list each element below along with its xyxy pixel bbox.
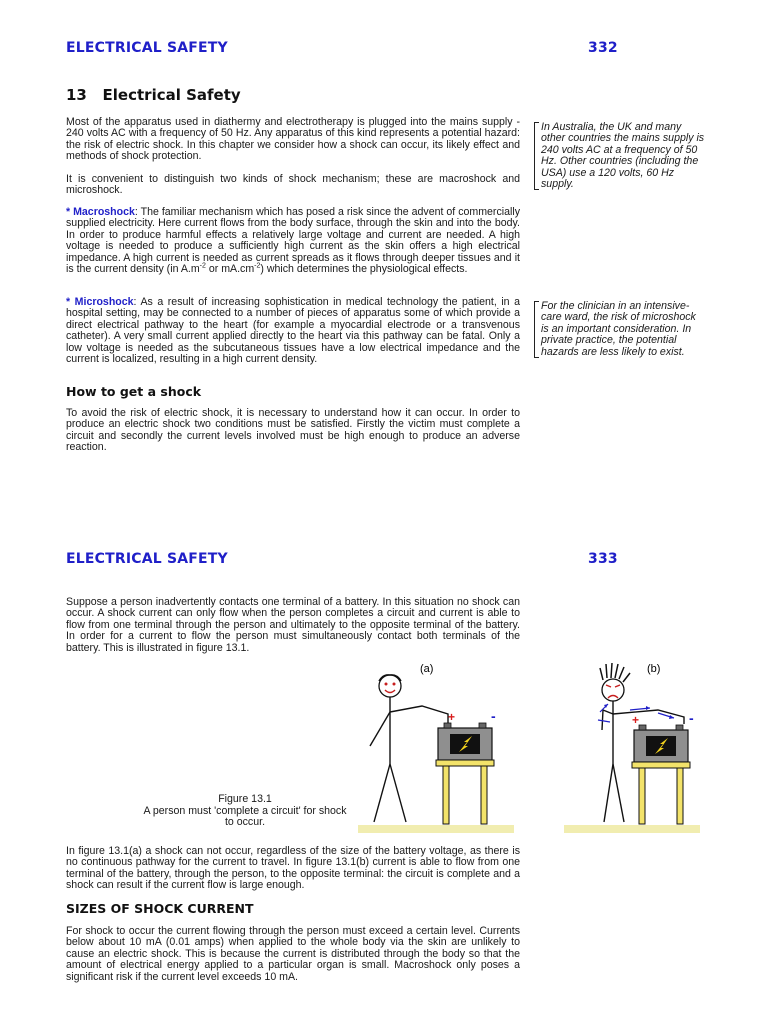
macroshock-paragraph <box>66 207 520 275</box>
table-top <box>436 760 494 766</box>
table-leg <box>639 768 645 824</box>
leg <box>374 764 390 822</box>
table-top <box>632 762 690 768</box>
table-leg <box>481 766 487 824</box>
running-header-title: ELECTRICAL SAFETY <box>66 40 228 56</box>
arm <box>370 712 390 746</box>
table-leg <box>677 768 683 824</box>
eye <box>385 683 388 686</box>
macroshock-term: Macroshock <box>73 206 135 218</box>
superscript: -2 <box>199 262 206 270</box>
head <box>379 675 401 697</box>
table-a <box>436 760 494 824</box>
plus-terminal-label: + <box>632 713 640 727</box>
table-b <box>632 762 690 824</box>
chapter-title: Electrical Safety <box>102 86 241 104</box>
intro-paragraph: Most of the apparatus used in diathermy and electrotherapy is plugged into the mains supply - 240 volts AC with a frequency of 50 Hz. Any apparatus of this kind represents a potential hazard: the risk of electric shock. In this chapter we consider how a shock can occur, its likely effect and methods of shock protection. <box>66 116 520 163</box>
shock-current-paragraph: For shock to occur the current flowing through the person must exceed a certain level. Currents below about 10 mA (0.01 amps) when applied to the whole body via the skin are unlikely to cause an electric shock. This is because the current is distributed through the body so that the amount of electrical energy applied to a particular organ is small. Macroshock only poses a significant risk if the current level exceeds 10 mA. <box>66 925 520 983</box>
section-heading-sizes: SIZES OF SHOCK CURRENT <box>66 901 254 916</box>
chapter-heading <box>66 86 241 104</box>
eye <box>393 683 396 686</box>
page-number: 332 <box>588 40 618 56</box>
battery-terminal <box>639 725 646 730</box>
chapter-number: 13 <box>66 86 87 104</box>
how-paragraph: To avoid the risk of electric shock, it is necessary to understand how it can occur. In order to produce an electric shock two conditions must be satisfied. Firstly the victim must complete a circuit and secondly the current levels involved must be high enough to produce an adverse reaction. <box>66 407 520 454</box>
caption-number: Figure 13.1 <box>218 793 272 805</box>
figure-13-1 <box>358 660 700 835</box>
ground-strip <box>358 825 514 833</box>
margin-note-mains: In Australia, the UK and many other countries the mains supply is 240 volts AC at a frequency of 50 Hz. Other countries (including the USA) use a 120 volts, 60 Hz supply. <box>534 122 705 190</box>
arm <box>390 706 448 723</box>
microshock-text: : As a result of increasing sophistication in medical technology the patient, in a hospital setting, may be connected to a number of pieces of apparatus some of which provide a direct electrical pathway to the heart (for example a myocardial electrode or a transvenous catheter). A very small current applied directly to the heart via this pathway can be fatal. Only a low voltage is needed as the subcutaneous tissues have a low electrical impedance and the current is localized, resulting in a high current density. <box>66 296 520 366</box>
macroshock-text: or mA.cm <box>205 263 255 276</box>
battery-terminal <box>676 725 683 730</box>
battery-paragraph: Suppose a person inadvertently contacts one terminal of a battery. In this situation no shock can occur. A shock current can only flow when the person completes a circuit and current is able to flow from one terminal through the person and ultimately to the opposite terminal of the battery. In order for a current to flow the person must simultaneously contact both terminals of the battery. This is illustrated in figure 13.1. <box>66 596 520 654</box>
battery-terminal <box>479 723 486 728</box>
arm <box>602 710 613 730</box>
current-arrow <box>646 706 650 710</box>
microshock-paragraph <box>66 297 520 365</box>
arm <box>613 710 684 724</box>
bullet-marker: * <box>66 206 71 218</box>
warning-plate <box>450 734 480 754</box>
minus-terminal-label: - <box>491 708 496 724</box>
current-arrow <box>598 720 610 722</box>
warning-plate <box>646 736 676 756</box>
plus-terminal-label: + <box>448 710 456 724</box>
table-leg <box>443 766 449 824</box>
macroshock-text: ) which determines the physiological effects. <box>260 263 468 276</box>
figure-caption <box>140 794 350 829</box>
microshock-term: Microshock <box>74 296 134 308</box>
page-number: 333 <box>588 551 618 567</box>
minus-terminal-label: - <box>689 710 694 726</box>
figure-label-a: (a) <box>420 663 434 675</box>
running-header-title: ELECTRICAL SAFETY <box>66 551 228 567</box>
leg <box>390 764 406 822</box>
figure-explanation-paragraph: In figure 13.1(a) a shock can not occur, regardless of the size of the battery voltage, as there is no continuous pathway for the current to travel. In figure 13.1(b) current is able to flow from one terminal of the battery, through the person, to the opposite terminal: the circuit is complete and a shock can result if the current flow is large enough. <box>66 845 520 892</box>
battery-a <box>438 708 496 760</box>
macroshock-text: : The familiar mechanism which has posed a risk since the advent of commercially supplied electricity. Here current flows from the body surface, through the skin and into the body. In order to produce harmful effects a relatively large voltage and current are needed. A high voltage is needed to produce a sufficiently high current as the skin offers a high electrical impedance. A high current is needed as current spreads as it flows through deeper tissues and it is the current density (in A.m <box>66 206 520 276</box>
leg <box>604 764 613 822</box>
figure-label-b: (b) <box>647 663 661 675</box>
current-arrow <box>669 715 674 719</box>
head <box>602 679 624 701</box>
margin-note-clinician: For the clinician in an intensive-care ward, the risk of microshock is an important consideration. In private practice, the potential hazards are less likely to exist. <box>534 301 705 358</box>
leg <box>613 764 624 822</box>
caption-text: A person must 'complete a circuit' for shock to occur. <box>143 804 347 829</box>
bullet-marker: * <box>66 296 71 308</box>
superscript: -2 <box>254 262 261 270</box>
stick-figure-a <box>370 675 448 822</box>
section-heading-how: How to get a shock <box>66 384 202 399</box>
shock-kinds-paragraph: It is convenient to distinguish two kinds of shock mechanism; these are macroshock and microshock. <box>66 173 520 197</box>
ground-strip <box>564 825 700 833</box>
